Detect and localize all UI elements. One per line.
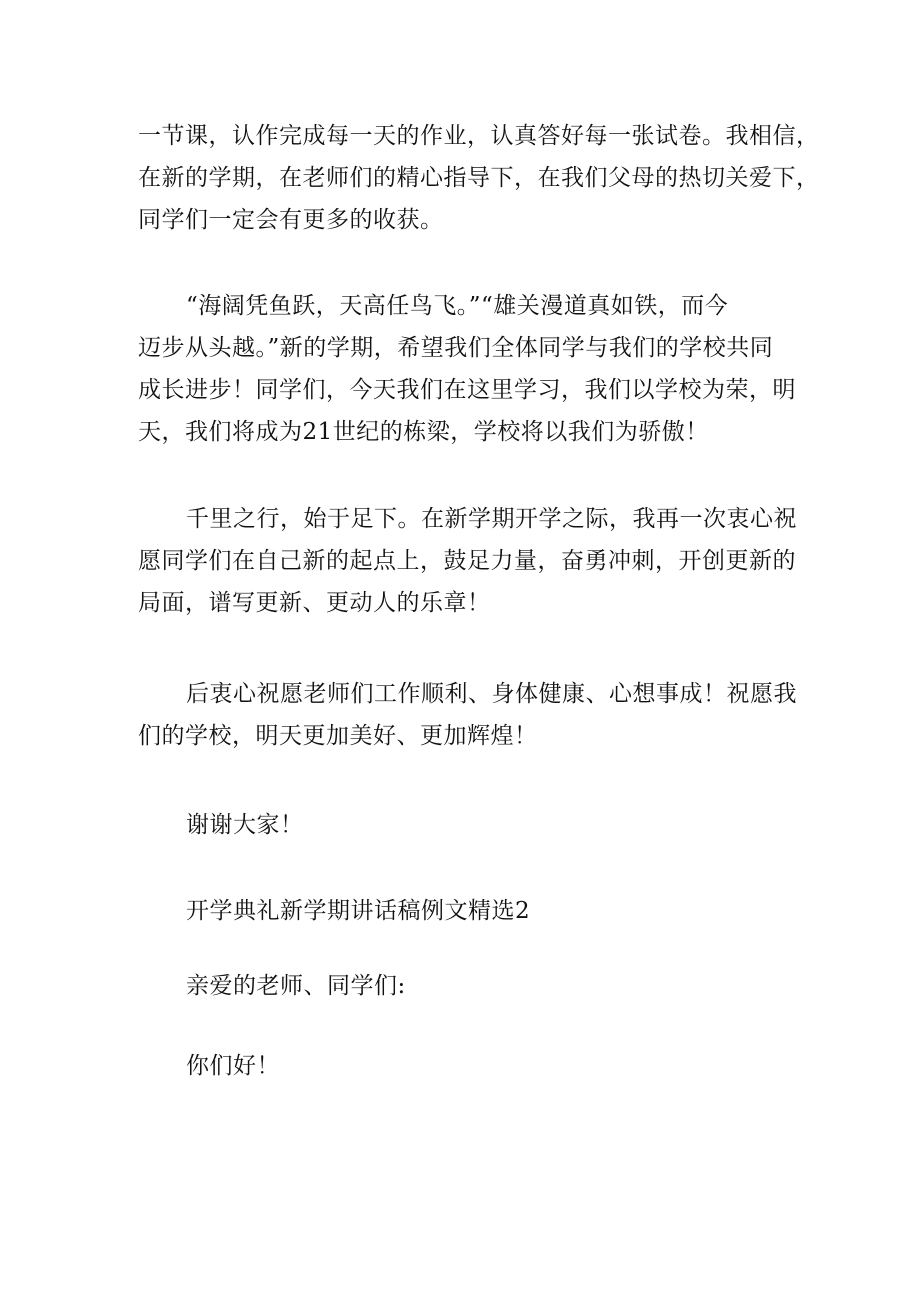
- text-line: 在新的学期，在老师们的精心指导下，在我们父母的热切关爱下，: [138, 165, 820, 191]
- paragraph-study-harvest: [138, 115, 820, 241]
- paragraph-thanks: [138, 804, 808, 846]
- section-title: [138, 890, 808, 932]
- text-line: 局面，谱写更新、更动人的乐章！: [138, 590, 491, 616]
- text-line: “海阔凭鱼跃，天高任鸟飞。”“雄关漫道真如铁，而今: [186, 293, 729, 319]
- text-line: 后衷心祝愿老师们工作顺利、身体健康、心想事成！祝愿我: [186, 681, 797, 707]
- text-line: 开学典礼新学期讲话稿例文精选2: [186, 898, 531, 924]
- text-line: 你们好！: [186, 1053, 280, 1079]
- text-line: 一节课，认作完成每一天的作业，认真答好每一张试卷。我相信，: [138, 123, 820, 149]
- text-line: 谢谢大家！: [186, 812, 304, 838]
- paragraph-new-start: [138, 498, 808, 624]
- text-line: 千里之行，始于足下。在新学期开学之际，我再一次衷心祝: [186, 506, 797, 532]
- greeting: [138, 1045, 808, 1087]
- text-line: 愿同学们在自己新的起点上，鼓足力量，奋勇冲刺，开创更新的: [138, 548, 796, 574]
- text-line: 成长进步！同学们，今天我们在这里学习，我们以学校为荣，明: [138, 377, 796, 403]
- text-line: 们的学校，明天更加美好、更加辉煌！: [138, 723, 538, 749]
- text-line: 迈步从头越。”新的学期，希望我们全体同学与我们的学校共同: [138, 335, 774, 361]
- paragraph-quote-growth: [138, 285, 808, 453]
- text-line: 亲爱的老师、同学们:: [186, 973, 406, 999]
- paragraph-wishes: [138, 673, 808, 757]
- text-line: 天，我们将成为21世纪的栋梁，学校将以我们为骄傲！: [138, 419, 709, 445]
- salutation: [138, 965, 808, 1007]
- text-line: 同学们一定会有更多的收获。: [138, 207, 444, 233]
